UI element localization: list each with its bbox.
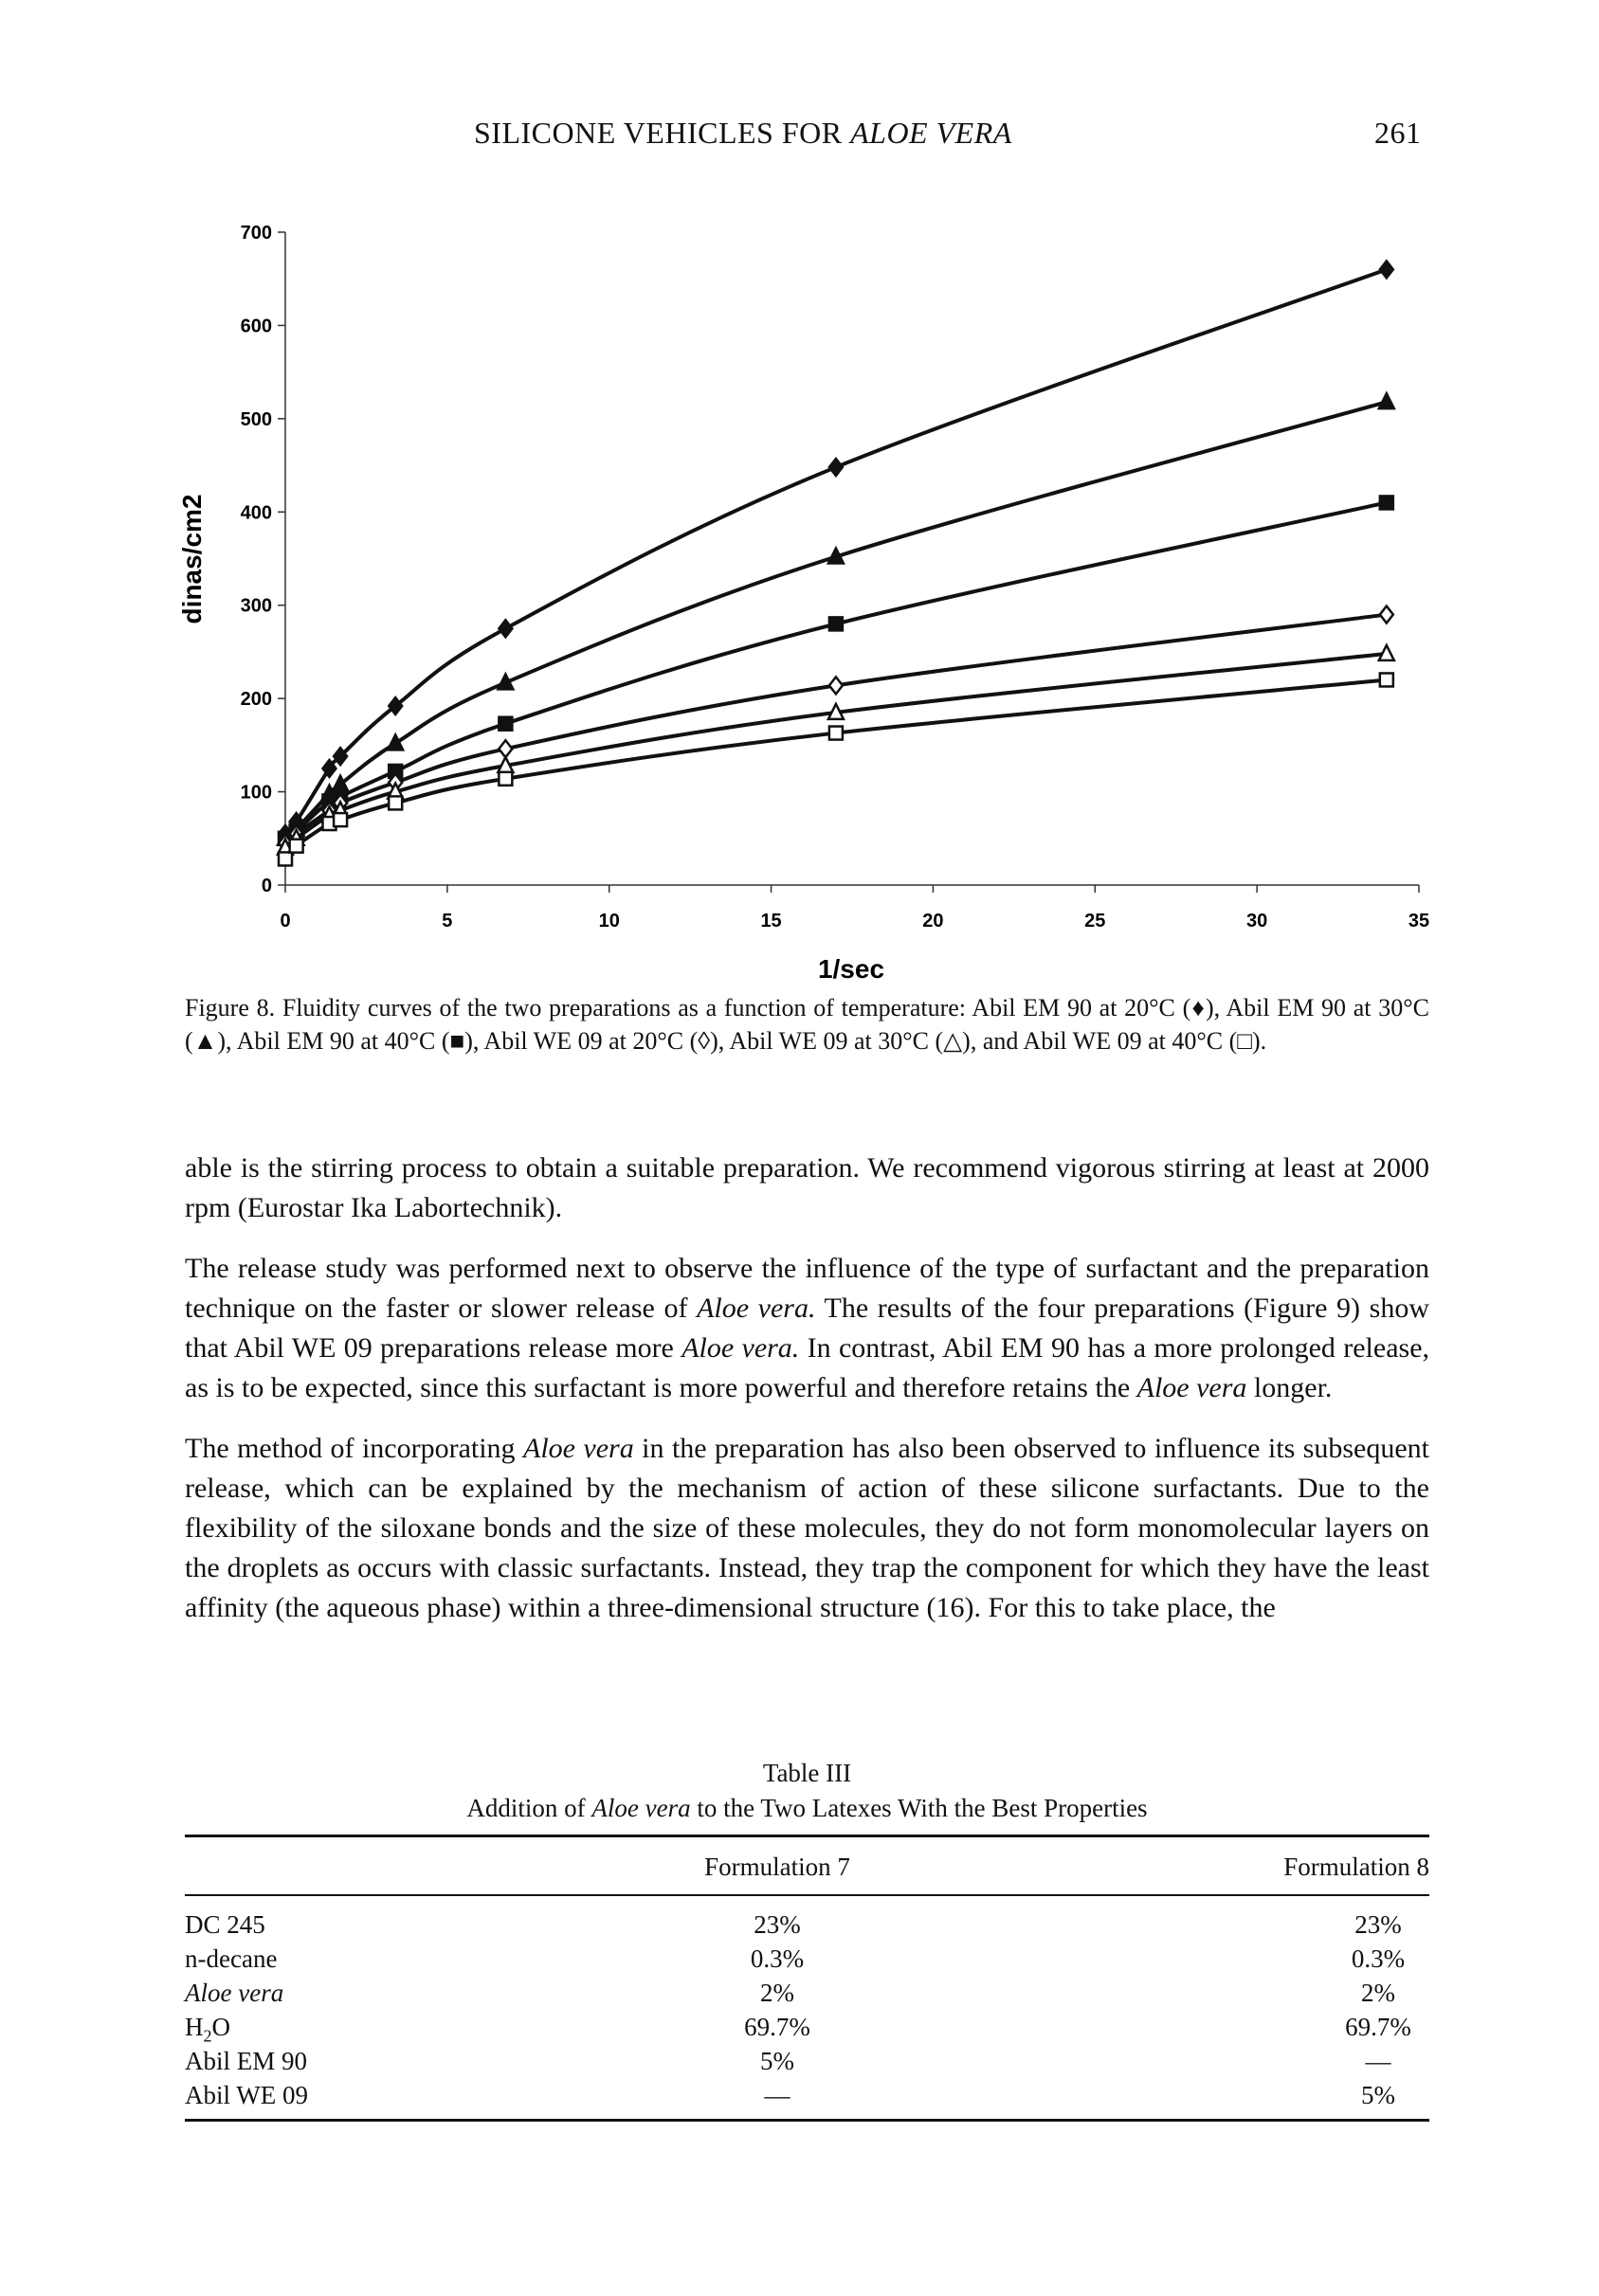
x-tick-label: 10 bbox=[598, 911, 620, 931]
text-run: The release study was performed next to observe the influence of the type of surfactant and the preparation technique on the faster or slower release of bbox=[185, 1253, 1429, 1324]
row-label: Aloe vera bbox=[185, 1979, 284, 2007]
table-top-rule bbox=[185, 1835, 1429, 1837]
x-tick-label: 20 bbox=[922, 911, 944, 931]
table-title bbox=[185, 1794, 1429, 1823]
triangle-marker bbox=[388, 734, 403, 750]
diamond-marker bbox=[829, 459, 843, 476]
x-tick-label: 0 bbox=[280, 911, 291, 931]
table-number: Table III bbox=[762, 1759, 852, 1787]
triangle-marker bbox=[1379, 393, 1394, 408]
page-number: 261 bbox=[1374, 116, 1422, 150]
x-tick-label: 30 bbox=[1246, 911, 1268, 931]
column-header-formulation-7: Formulation 7 bbox=[704, 1853, 850, 1881]
row-label: Abil EM 90 bbox=[185, 2047, 308, 2075]
paragraph bbox=[185, 1148, 1429, 1228]
row-label: $H_2O$ bbox=[185, 2013, 230, 2046]
square-marker bbox=[499, 717, 512, 731]
cell-formulation-8: 0.3% bbox=[1351, 1944, 1406, 1973]
text-run: The method of incorporating bbox=[185, 1433, 523, 1464]
y-tick-label: 0 bbox=[261, 876, 272, 896]
paragraph bbox=[185, 1429, 1429, 1628]
y-axis-label: dinas/cm2 bbox=[177, 494, 207, 624]
square-marker bbox=[499, 772, 512, 786]
x-tick-label: 35 bbox=[1408, 911, 1430, 931]
y-tick-label: 200 bbox=[240, 689, 272, 711]
cell-formulation-8: 2% bbox=[1361, 1979, 1395, 2007]
cell-formulation-7: 2% bbox=[760, 1979, 794, 2007]
italic-text: Aloe vera. bbox=[681, 1332, 800, 1364]
row-label: Abil WE 09 bbox=[185, 2081, 308, 2109]
y-tick-label: 400 bbox=[240, 502, 272, 524]
row-label: n-decane bbox=[185, 1944, 278, 1973]
italic-text: Aloe vera bbox=[523, 1433, 634, 1464]
y-tick-label: 600 bbox=[240, 316, 272, 337]
diamond-marker bbox=[1380, 606, 1393, 624]
cell-formulation-8: 69.7% bbox=[1345, 2013, 1411, 2041]
table-title-text: Addition of bbox=[466, 1794, 592, 1822]
row-label: DC 245 bbox=[185, 1910, 265, 1939]
y-tick-label: 700 bbox=[240, 223, 272, 244]
square-marker bbox=[389, 796, 402, 809]
square-marker bbox=[279, 852, 292, 865]
cell-formulation-7: 5% bbox=[760, 2047, 794, 2075]
text-run: The results of the four preparations (Figure 9) show that Abil WE 09 preparations release more bbox=[185, 1293, 1429, 1364]
table-bottom-rule bbox=[185, 2119, 1429, 2122]
table-header-rule bbox=[185, 1894, 1429, 1896]
square-marker bbox=[334, 813, 347, 826]
y-tick-label: 100 bbox=[240, 782, 272, 804]
cell-formulation-8: 5% bbox=[1361, 2081, 1395, 2109]
body-text bbox=[185, 1148, 1429, 1649]
text-run: longer. bbox=[1246, 1372, 1333, 1403]
cell-formulation-7: — bbox=[764, 2081, 790, 2109]
y-tick-label: 500 bbox=[240, 408, 272, 430]
paragraph bbox=[185, 1249, 1429, 1408]
text-run: In contrast, Abil EM 90 has a more prolonged release, as is to be expected, since this surfactant is more powerful and therefore retains the bbox=[185, 1332, 1430, 1403]
diamond-marker bbox=[499, 620, 512, 637]
figure-label: Figure 8. bbox=[185, 994, 276, 1021]
y-tick-label: 300 bbox=[240, 595, 272, 617]
x-axis-label: 1/sec bbox=[817, 954, 885, 984]
diamond-marker bbox=[829, 677, 843, 694]
x-tick-label: 15 bbox=[760, 911, 782, 931]
fluidity-chart bbox=[0, 0, 1599, 995]
square-marker bbox=[1380, 673, 1393, 686]
x-tick-label: 5 bbox=[442, 911, 453, 931]
cell-formulation-7: 23% bbox=[754, 1910, 801, 1939]
table-title-text-end: to the Two Latexes With the Best Properties bbox=[690, 1794, 1148, 1822]
text-run: in the preparation has also been observed to influence its subsequent release, which can be explained by the mechanism of action of these silicone surfactants. Due to the flexibility of the siloxane bonds and the size of these molecules, they do not form monomolecular layers on the droplets as occurs with classic surfactants. Instead, they trap the component for which they have the least affinity (the aqueous phase) within a three-dimensional structure (16). For this to take place, the bbox=[185, 1433, 1430, 1623]
column-header-formulation-8: Formulation 8 bbox=[1283, 1853, 1429, 1881]
italic-text: Aloe vera bbox=[1136, 1372, 1247, 1403]
italic-text: Aloe vera. bbox=[697, 1293, 816, 1324]
x-tick-label: 25 bbox=[1084, 911, 1106, 931]
table-title-italic: Aloe vera bbox=[591, 1794, 691, 1822]
cell-formulation-7: 69.7% bbox=[744, 2013, 810, 2041]
diamond-marker bbox=[1380, 261, 1393, 278]
cell-formulation-8: 23% bbox=[1354, 1910, 1402, 1939]
figure-caption bbox=[185, 991, 1429, 1058]
square-marker bbox=[829, 617, 843, 630]
cell-formulation-7: 0.3% bbox=[750, 1944, 805, 1973]
square-marker bbox=[1380, 496, 1393, 509]
figure-caption-text: Fluidity curves of the two preparations as a function of temperature: Abil EM 90 at 20°C (♦), Abil EM 90 at 30°C (▲), Abil EM 90 at 40°C (■), Abil WE 09 at 20°C (◊), Abil WE 09 at 30°C (△), and Abil WE 09 at 40°C (□). bbox=[185, 994, 1429, 1055]
running-header-text: SILICONE VEHICLES FOR bbox=[474, 116, 851, 150]
text-run: able is the stirring process to obtain a suitable preparation. We recommend vigorous stirring at least at 2000 rpm (Eurostar Ika Labortechnik). bbox=[185, 1152, 1429, 1223]
running-header-italic: ALOE VERA bbox=[850, 116, 1012, 150]
square-marker bbox=[829, 727, 843, 740]
square-marker bbox=[290, 840, 303, 853]
cell-formulation-8: — bbox=[1365, 2047, 1391, 2075]
